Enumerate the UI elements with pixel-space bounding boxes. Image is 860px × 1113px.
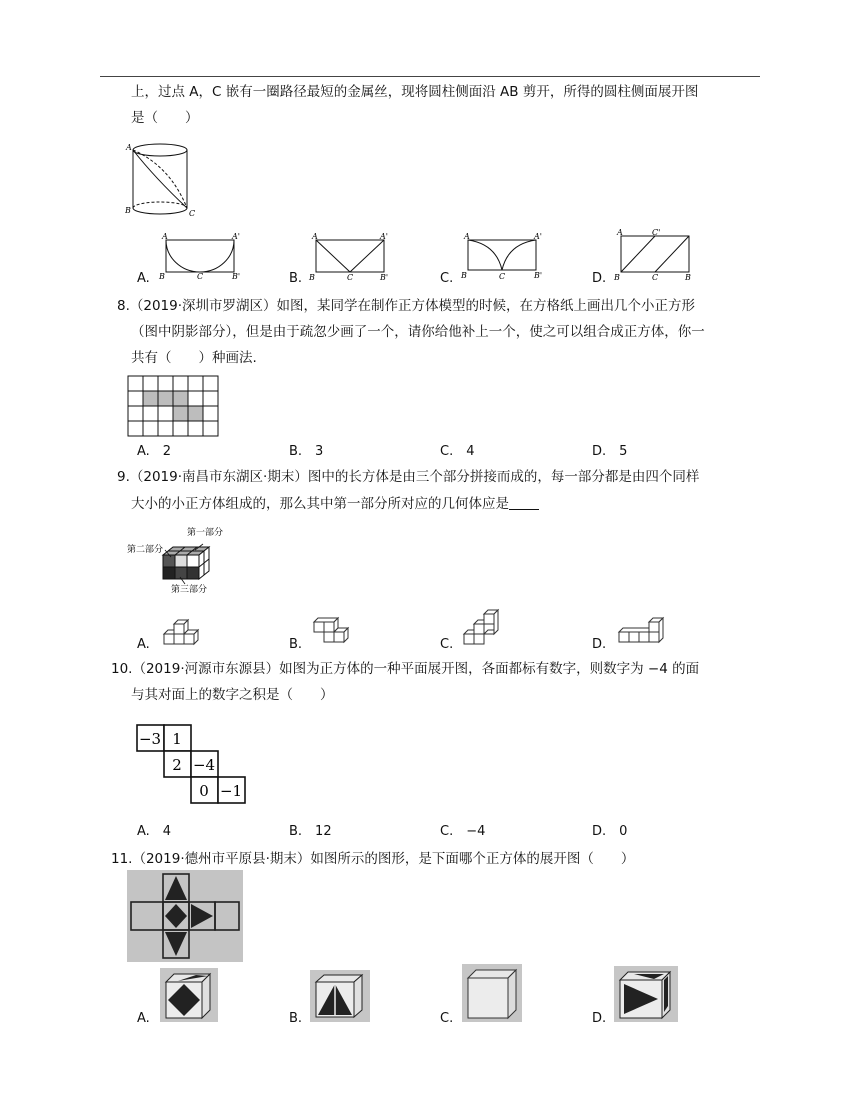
q11-net-figure bbox=[127, 870, 243, 962]
q11-option-c-label: C. bbox=[440, 1011, 454, 1026]
q7-cyl-label-c: C bbox=[189, 209, 196, 218]
q8-option-d[interactable]: D. 5 bbox=[592, 444, 628, 459]
q8-option-b[interactable]: B. 3 bbox=[289, 444, 324, 459]
net-face-neg3: −3 bbox=[138, 730, 162, 748]
q8-option-c[interactable]: C. 4 bbox=[440, 444, 475, 459]
header-rule bbox=[100, 76, 760, 77]
q9-label-part3: 第三部分 bbox=[171, 585, 208, 595]
q11-stem-line1: 11.（2019·德州市平原县·期末）如图所示的图形，是下面哪个正方体的展开图（ ） bbox=[111, 851, 635, 867]
q11-option-a-label: A. bbox=[137, 1011, 150, 1026]
q9-option-d-label: D. bbox=[592, 637, 607, 652]
answer-blank[interactable] bbox=[509, 495, 539, 510]
q9-option-c-label: C. bbox=[440, 637, 454, 652]
net-face-0: 0 bbox=[199, 782, 209, 800]
q8-stem-line1: 8.（2019·深圳市罗湖区）如图，某同学在制作正方体模型的时候，在方格纸上画出几个小正方形 bbox=[117, 298, 696, 314]
q7-a-label-c: C bbox=[197, 272, 204, 281]
q7-option-b-label: B. bbox=[289, 271, 303, 286]
q10-option-d[interactable]: D. 0 bbox=[592, 824, 628, 839]
q7-d-label-c: C bbox=[652, 273, 659, 282]
net-face-neg1: −1 bbox=[219, 782, 243, 800]
q7-c-label-b1: B' bbox=[534, 271, 543, 280]
q7-option-c-label: C. bbox=[440, 271, 454, 286]
q7-c-label-b: B bbox=[461, 271, 467, 280]
q7-a-label-a: A bbox=[162, 232, 168, 241]
q7-stem-line2: 是（ ） bbox=[131, 110, 199, 126]
q7-cyl-label-a: A bbox=[126, 143, 132, 152]
q9-stem-line1: 9.（2019·南昌市东湖区·期末）图中的长方体是由三个部分拼接而成的，每一部分都是由四个同样 bbox=[117, 469, 700, 485]
q10-option-c[interactable]: C. −4 bbox=[440, 824, 486, 839]
q11-option-b-label: B. bbox=[289, 1011, 303, 1026]
q7-c-label-a1: A' bbox=[534, 232, 542, 241]
q7-option-d-figure[interactable] bbox=[613, 226, 698, 282]
net-face-1: 1 bbox=[172, 730, 182, 748]
q9-stem-line2 bbox=[131, 494, 539, 514]
net-face-2: 2 bbox=[172, 756, 182, 774]
q7-b-label-a: A bbox=[312, 232, 318, 241]
q9-label-part1: 第一部分 bbox=[187, 528, 224, 538]
q7-d-label-c1: C' bbox=[652, 228, 661, 237]
q7-option-c-figure[interactable] bbox=[460, 230, 545, 282]
q7-b-label-a1: A' bbox=[380, 232, 388, 241]
q7-a-label-a1: A' bbox=[232, 232, 240, 241]
q9-option-b-figure[interactable] bbox=[310, 612, 360, 650]
q7-d-label-b: B bbox=[614, 273, 620, 282]
q11-option-c-cube[interactable] bbox=[462, 964, 522, 1022]
q8-grid-figure bbox=[127, 374, 222, 440]
q9-stem-line2-text: 大小的小正方体组成的，那么其中第一部分所对应的几何体应是 bbox=[131, 496, 509, 512]
q7-d-label-a: A bbox=[617, 228, 623, 237]
q7-cyl-label-b: B bbox=[125, 206, 131, 215]
q7-c-label-c: C bbox=[499, 272, 506, 281]
q8-stem-line3: 共有（ ）种画法. bbox=[131, 350, 257, 366]
q8-option-a[interactable]: A. 2 bbox=[137, 444, 172, 459]
q7-b-label-c: C bbox=[347, 273, 354, 282]
q10-net-figure bbox=[134, 722, 249, 806]
q9-option-b-label: B. bbox=[289, 637, 303, 652]
q10-option-b[interactable]: B. 12 bbox=[289, 824, 332, 839]
q7-a-label-b1: B' bbox=[232, 272, 241, 281]
q7-d-label-b2: B bbox=[685, 273, 691, 282]
q9-label-part2: 第二部分 bbox=[127, 545, 164, 555]
q7-option-a-label: A. bbox=[137, 271, 150, 286]
q11-option-a-cube[interactable] bbox=[160, 968, 218, 1022]
q7-cylinder-figure bbox=[125, 138, 205, 220]
q7-b-label-b1: B' bbox=[380, 273, 389, 282]
q11-option-b-cube[interactable] bbox=[310, 970, 370, 1022]
q10-option-a[interactable]: A. 4 bbox=[137, 824, 172, 839]
q10-stem-line2: 与其对面上的数字之积是（ ） bbox=[131, 687, 334, 703]
q7-option-b-figure[interactable] bbox=[308, 230, 393, 282]
q9-option-a-label: A. bbox=[137, 637, 150, 652]
q9-option-a-figure[interactable] bbox=[160, 614, 210, 650]
q7-stem-line1: 上，过点 A，C 嵌有一圈路径最短的金属丝，现将圆柱侧面沿 AB 剪开，所得的圆柱侧面展开图 bbox=[131, 84, 699, 100]
q11-option-d-cube[interactable] bbox=[614, 966, 678, 1022]
q11-option-d-label: D. bbox=[592, 1011, 607, 1026]
q7-a-label-b: B bbox=[159, 272, 165, 281]
q8-stem-line2: （图中阴影部分），但是由于疏忽少画了一个，请你给他补上一个，使之可以组合成正方体，你一 bbox=[131, 324, 705, 340]
q7-c-label-a: A bbox=[464, 232, 470, 241]
net-face-neg4: −4 bbox=[192, 756, 216, 774]
q7-option-d-label: D. bbox=[592, 271, 607, 286]
q10-stem-line1: 10.（2019·河源市东源县）如图为正方体的一种平面展开图，各面都标有数字，则数字为 −4 的面 bbox=[111, 661, 700, 677]
q9-option-d-figure[interactable] bbox=[615, 612, 671, 650]
q9-cuboid-figure bbox=[125, 522, 235, 598]
q7-b-label-b: B bbox=[309, 273, 315, 282]
q9-option-c-figure[interactable] bbox=[460, 606, 510, 650]
q7-option-a-figure[interactable] bbox=[158, 232, 243, 282]
